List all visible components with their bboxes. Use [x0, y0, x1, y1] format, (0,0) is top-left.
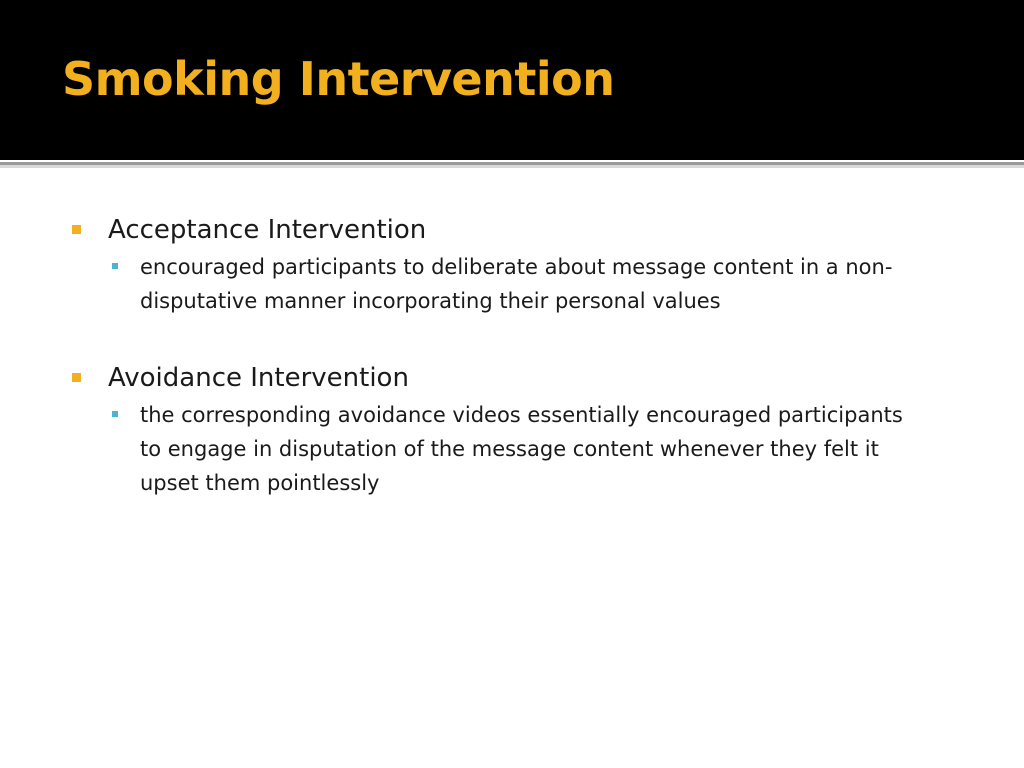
sub-bullet-text: the corresponding avoidance videos essentially encouraged participants to engage in disputation of the message content whenever they felt it upset them pointlessly [140, 403, 903, 495]
bullet-heading: Acceptance Intervention [108, 215, 427, 245]
sub-bullet-item [108, 250, 930, 318]
bullet-heading: Avoidance Intervention [108, 363, 409, 393]
bullet-item [72, 210, 972, 250]
title-band [0, 0, 1024, 160]
bullet-group-acceptance [72, 210, 972, 318]
square-bullet-icon [72, 373, 81, 382]
title-divider-shadow [0, 165, 1024, 168]
sub-bullet-text: encouraged participants to deliberate about message content in a non-disputative manner incorporating their personal values [140, 255, 893, 313]
bullet-item [72, 358, 972, 398]
sub-bullet-item [108, 398, 930, 500]
square-bullet-icon [72, 225, 81, 234]
slide-title: Smoking Intervention [62, 52, 615, 106]
square-bullet-icon [112, 411, 118, 417]
bullet-list [72, 210, 972, 540]
square-bullet-icon [112, 263, 118, 269]
bullet-group-avoidance [72, 358, 972, 500]
